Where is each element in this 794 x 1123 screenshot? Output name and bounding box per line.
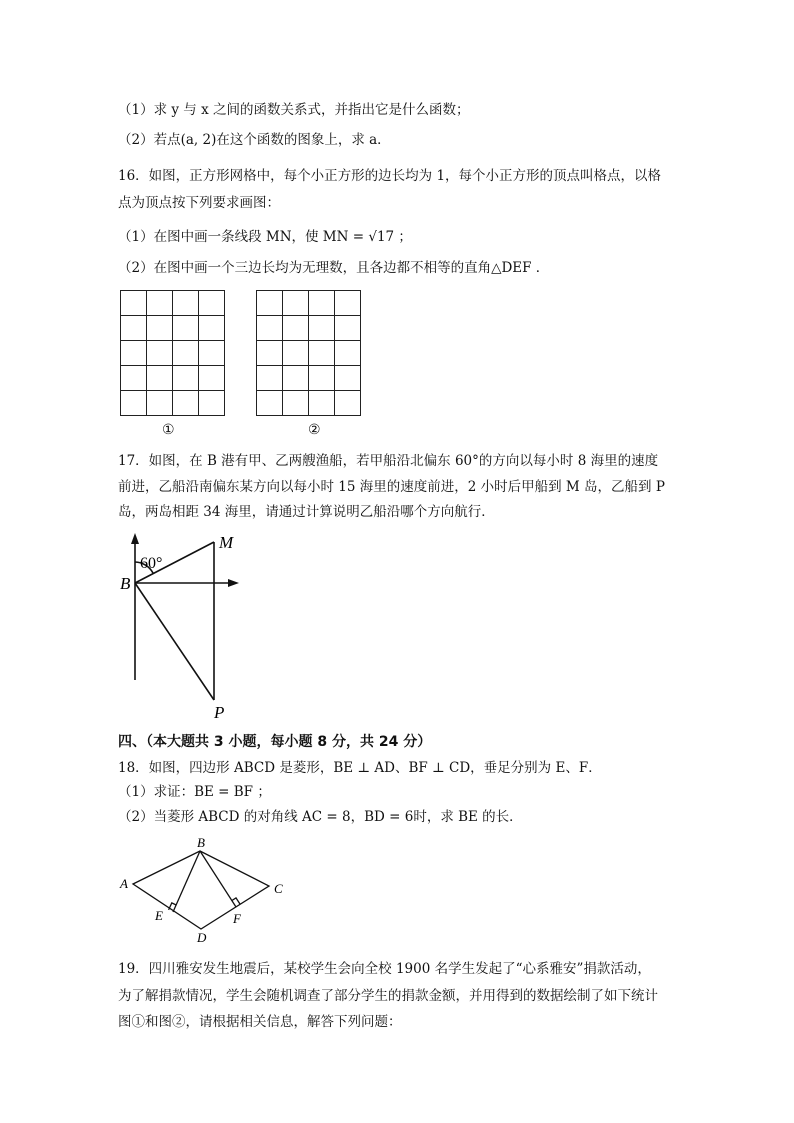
label-F: F bbox=[233, 911, 241, 926]
q16-stem-line2: 点为顶点按下列要求画图： bbox=[118, 195, 280, 211]
q18-rhombus-figure bbox=[115, 833, 295, 945]
q16-stem-line1: 16．如图，正方形网格中，每个小正方形的边长均为 1，每个小正方形的顶点叫格点，以格 bbox=[118, 168, 662, 184]
grid-label-2: ② bbox=[308, 422, 321, 438]
label-M: M bbox=[219, 533, 234, 552]
north-arrow-icon bbox=[131, 533, 139, 544]
grid-figure-2 bbox=[256, 290, 362, 417]
label-A: A bbox=[120, 876, 128, 891]
q19-line2: 为了解捐款情况，学生会随机调查了部分学生的捐款金额，并用得到的数据绘制了如下统计 bbox=[118, 988, 658, 1004]
q17-bearing-figure bbox=[115, 528, 245, 724]
q15-part2: （2）若点(a, 2)在这个函数的图象上，求 a． bbox=[118, 132, 391, 148]
grid-figure-1 bbox=[120, 290, 226, 417]
q19-line1: 19．四川雅安发生地震后，某校学生会向全校 1900 名学生发起了“心系雅安”捐款活动， bbox=[118, 961, 651, 977]
section-four-heading: 四、（本大题共 3 小题，每小题 8 分，共 24 分） bbox=[118, 734, 432, 750]
rhombus-ABCD bbox=[133, 851, 269, 929]
q16-part2: （2）在图中画一个三边长均为无理数，且各边都不相等的直角△DEF ． bbox=[118, 260, 550, 276]
label-E: E bbox=[155, 908, 163, 923]
q17-line2: 前进，乙船沿南偏东某方向以每小时 15 海里的速度前进，2 小时后甲船到 M 岛，乙船到 P bbox=[118, 479, 665, 495]
label-C: C bbox=[274, 881, 283, 896]
label-P: P bbox=[214, 703, 225, 722]
q17-line3: 岛，两岛相距 34 海里，请通过计算说明乙船沿哪个方向航行． bbox=[118, 504, 495, 520]
q17-line1: 17．如图，在 B 港有甲、乙两艘渔船，若甲船沿北偏东 60°的方向以每小时 8 海里的速度 bbox=[118, 453, 659, 469]
q18-part2: （2）当菱形 ABCD 的对角线 AC = 8，BD = 6时，求 BE 的长． bbox=[118, 809, 523, 825]
q18-line1: 18．如图，四边形 ABCD 是菱形，BE ⊥ AD、BF ⊥ CD，垂足分别为 E、F． bbox=[118, 760, 602, 776]
q15-part1: （1）求 y 与 x 之间的函数关系式，并指出它是什么函数； bbox=[118, 102, 470, 118]
label-B: B bbox=[120, 574, 131, 593]
label-D: D bbox=[197, 930, 207, 945]
angle-label: 60° bbox=[140, 555, 163, 572]
grid-label-1: ① bbox=[162, 422, 175, 438]
q16-part1: （1）在图中画一条线段 MN，使 MN = √17 ； bbox=[118, 229, 412, 245]
east-arrow-icon bbox=[228, 579, 239, 587]
segment-BP bbox=[135, 583, 214, 700]
segment-BE bbox=[173, 851, 200, 912]
q19-line3: 图①和图②，请根据相关信息，解答下列问题： bbox=[118, 1014, 402, 1030]
label-B: B bbox=[197, 835, 205, 850]
segment-BF bbox=[200, 851, 236, 907]
q18-part1: （1）求证：BE = BF ； bbox=[118, 784, 271, 800]
